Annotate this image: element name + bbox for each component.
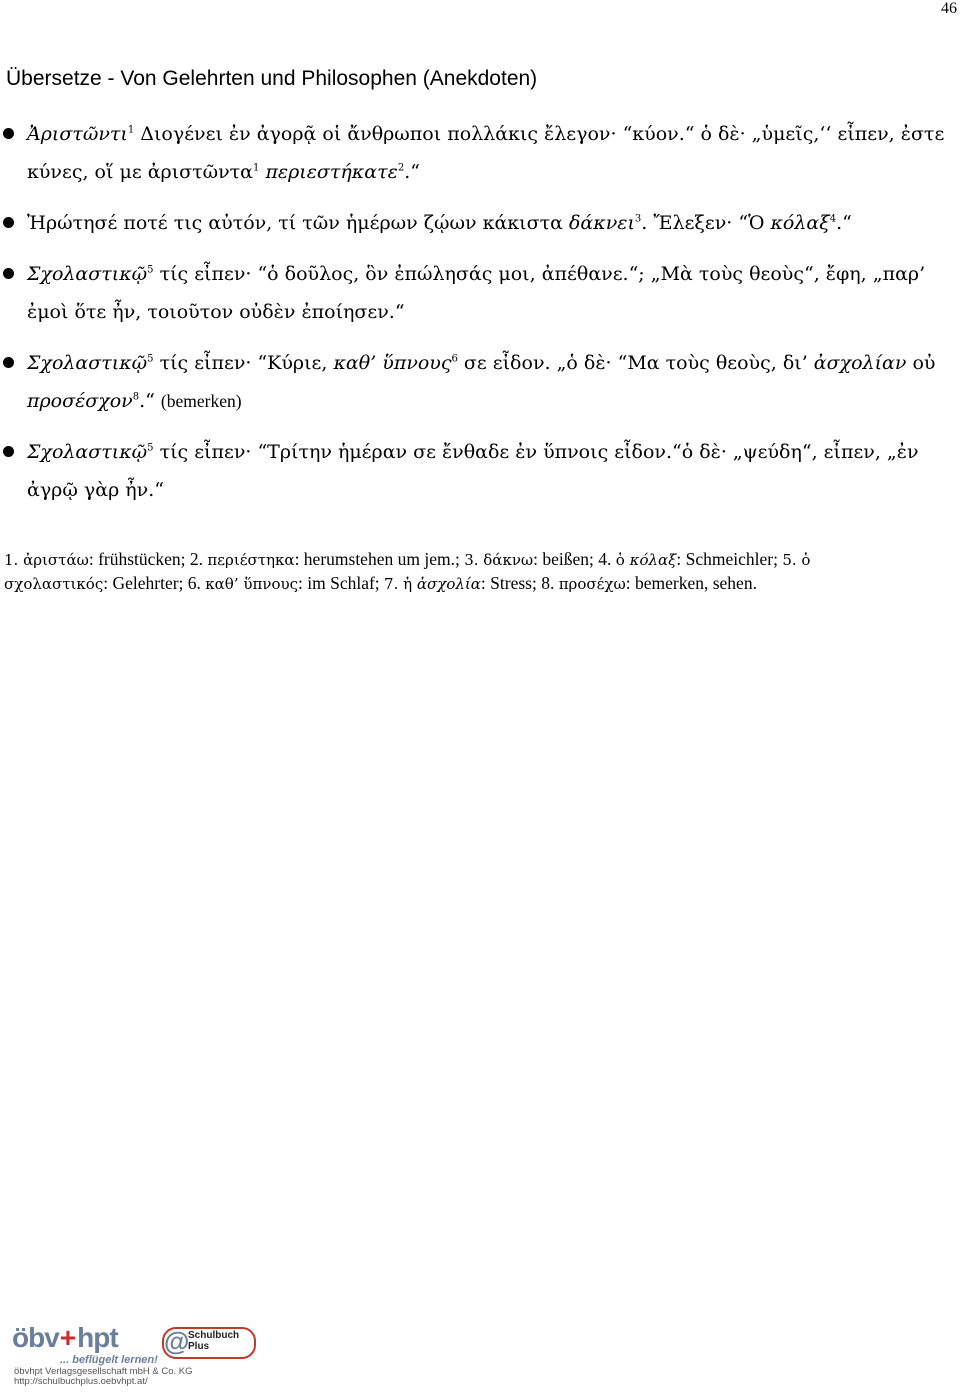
glossary-meaning: : frühstücken; <box>88 549 190 569</box>
glossary-term: καθ’ ὕπνους <box>205 575 298 593</box>
greek-word: κόλαξ <box>770 212 830 234</box>
greek-text: τίς εἶπεν· “Κύριε, <box>153 352 334 374</box>
greek-text: σε εἶδον. „ὁ δὲ· “Μα τοὺς θεοὺς, δι’ <box>457 352 814 374</box>
greek-word: Σχολαστικῷ <box>27 441 148 463</box>
bullet-icon <box>3 217 14 228</box>
bullet-icon <box>3 446 14 457</box>
publisher-logo <box>12 1322 262 1388</box>
greek-text: οὐ <box>906 352 936 374</box>
glossary-term: σχολαστικός <box>4 575 104 593</box>
glossary-term: ἀσχολία <box>416 575 481 593</box>
logo-hpt: hpt <box>77 1322 118 1353</box>
publisher-name: öbvhpt Verlagsgesellschaft mbH & Co. KG <box>14 1366 193 1377</box>
text-line <box>27 382 950 420</box>
page-number: 46 <box>941 0 957 17</box>
greek-word: καθ’ ὕπνους <box>333 352 452 374</box>
glossary-meaning: : Gelehrter; <box>103 573 188 593</box>
glossary-number: 4. <box>598 549 616 569</box>
glossary-term: περιέστηκα <box>207 551 295 569</box>
glossary-term: δάκνω <box>483 551 534 569</box>
greek-text: Ἠρώτησέ ποτέ τις αὐτόν, τί τῶν ἡμέρων ζῴων κάκιστα <box>27 212 569 234</box>
glossary-meaning: : bemerken, sehen. <box>625 573 757 593</box>
slogan: ... beflügelt lernen! <box>60 1354 158 1366</box>
exercise-list <box>0 115 950 522</box>
greek-word: δάκνει <box>568 212 635 234</box>
glossary-meaning: : Schmeichler; <box>676 549 783 569</box>
glossary-number: 3. <box>464 551 484 569</box>
greek-text: ἐμοὶ ὅτε ἦν, τοιοῦτον οὐδὲν ἐποίησεν.“ <box>27 301 405 323</box>
logo-obv: öbv <box>12 1322 59 1353</box>
glossary-term: ἀριστάω <box>23 551 89 569</box>
glossary-meaning: : im Schlaf; <box>298 573 385 593</box>
document-title: Übersetze - Von Gelehrten und Philosophen (Anekdoten) <box>6 67 538 90</box>
greek-text: κύνες, οἵ με ἀριστῶντα <box>27 161 254 183</box>
glossary-line <box>4 572 952 596</box>
exercise-item-5 <box>0 433 950 509</box>
text-line <box>27 293 950 331</box>
publisher-info <box>14 1367 192 1387</box>
footnote-ref: 4 <box>829 213 837 225</box>
text-line <box>27 153 950 191</box>
glossary-meaning: : beißen; <box>533 549 599 569</box>
exercise-item-2 <box>0 204 950 242</box>
glossary-article: ὁ <box>801 551 811 569</box>
bullet-icon <box>3 128 14 139</box>
glossary-article: ὁ <box>615 551 630 569</box>
glossary-meaning: : Stress; <box>480 573 542 593</box>
badge-line: Plus <box>188 1341 210 1352</box>
text-line <box>27 255 950 293</box>
text-line <box>27 433 950 471</box>
footnote-ref: 5 <box>147 442 154 454</box>
greek-word: Σχολαστικῷ <box>27 352 148 374</box>
footnote-ref: 3 <box>634 213 642 225</box>
badge-line: Schulbuch <box>188 1330 240 1341</box>
glossary-meaning: : herumstehen um jem.; <box>294 549 465 569</box>
glossary-number: 5. <box>782 551 802 569</box>
greek-word: Σχολαστικῷ <box>27 263 148 285</box>
text-line <box>27 344 950 382</box>
exercise-item-4 <box>0 344 950 420</box>
greek-text: .“ <box>404 161 420 183</box>
glossary-number: 7. <box>384 575 404 593</box>
glossary-article: ἡ <box>403 575 417 593</box>
glossary-number: 6. <box>187 573 206 593</box>
greek-text: .“ <box>836 212 852 234</box>
greek-text: . Ἔλεξεν· “Ὁ <box>641 212 771 234</box>
footnote-ref: 1 <box>127 124 135 136</box>
greek-text: .“ <box>139 390 161 412</box>
glossary-term: προσέχω <box>558 575 626 593</box>
footnote-ref: 2 <box>397 162 405 174</box>
text-line <box>27 471 950 509</box>
glossary-number: 8. <box>541 573 559 593</box>
text-line <box>27 115 950 153</box>
bullet-icon <box>3 268 14 279</box>
translation-hint: (bemerken) <box>160 391 242 411</box>
footnote-ref: 5 <box>147 353 154 365</box>
footnote-ref: 5 <box>147 264 154 276</box>
greek-word: Ἀριστῶντι <box>27 123 128 145</box>
footnote-ref: 8 <box>132 391 140 403</box>
glossary-number: 1. <box>4 551 24 569</box>
exercise-item-1 <box>0 115 950 191</box>
bullet-icon <box>3 357 14 368</box>
glossary-line <box>4 548 952 572</box>
greek-text: Διογένει ἐν ἀγορᾷ οἱ ἄνθρωποι πολλάκις ἔλεγον· “κύον.“ ὁ δὲ· „ὑμεῖς,‘‘ εἶπεν, ἐστε <box>134 123 945 145</box>
footnote-ref: 6 <box>451 353 458 365</box>
footnote-ref: 1 <box>253 162 260 174</box>
glossary <box>4 548 952 596</box>
glossary-number: 2. <box>189 549 208 569</box>
publisher-url[interactable]: http://schulbuchplus.oebvhpt.at/ <box>14 1376 148 1387</box>
greek-text: ἀγρῷ γὰρ ἦν.“ <box>27 479 164 501</box>
exercise-item-3 <box>0 255 950 331</box>
greek-word: προσέσχον <box>27 390 133 412</box>
at-sign-icon: @ <box>164 1326 190 1356</box>
badge-label <box>188 1330 239 1352</box>
glossary-term: κόλαξ <box>629 551 677 569</box>
greek-word: ἀσχολίαν <box>813 352 907 374</box>
logo-wordmark <box>12 1322 118 1354</box>
greek-text: τίς εἶπεν· “Τρίτην ἡμέραν σε ἔνθαδε ἐν ὕπνοις εἶδον.“ὁ δὲ· „ψεύδη“, εἶπεν, „ἐν <box>153 441 919 463</box>
greek-word: περιεστήκατε <box>265 161 398 183</box>
text-line <box>27 204 950 242</box>
logo-plus: + <box>59 1322 77 1353</box>
greek-text: τίς εἶπεν· “ὁ δοῦλος, ὃν ἐπώλησάς μοι, ἀπέθανε.“; „Μὰ τοὺς θεοὺς“, ἔφη, „παρ’ <box>153 263 926 285</box>
